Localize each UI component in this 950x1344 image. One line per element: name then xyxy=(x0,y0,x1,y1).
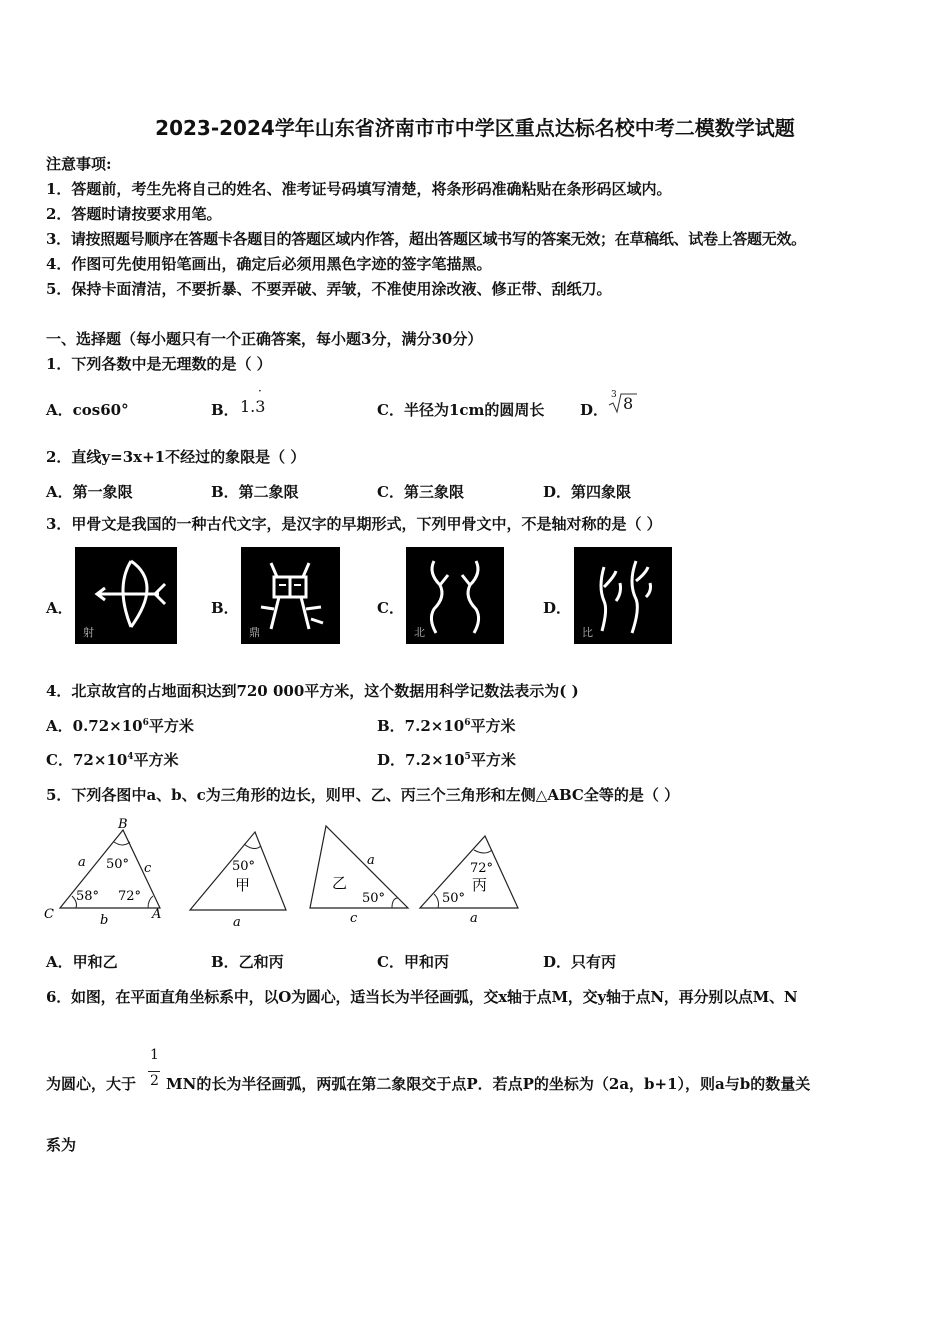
angle-label: 50° xyxy=(442,891,466,906)
q5-option-b: B．乙和丙 xyxy=(211,953,284,971)
q1-option-b: B． xyxy=(211,401,239,419)
option-unit: 平方米 xyxy=(470,717,516,735)
q3-option-d: D． xyxy=(543,599,572,617)
triangle-name: 丙 xyxy=(472,876,488,894)
angle-label: 50° xyxy=(232,859,256,874)
triangle-yi xyxy=(310,826,408,908)
option-text: C．72×10 xyxy=(46,751,128,769)
fraction-numerator: 1 xyxy=(150,1047,159,1063)
glyph-caption: 射 xyxy=(83,626,94,639)
q5-option-c: C．甲和丙 xyxy=(377,953,449,971)
option-unit: 平方米 xyxy=(148,717,194,735)
angle-arc xyxy=(114,842,130,845)
oracle-glyph-ding-image xyxy=(241,547,340,644)
side-label-a: a xyxy=(367,853,375,868)
q4-option-c xyxy=(46,749,179,770)
exponent: 6 xyxy=(464,718,471,728)
fraction-one-half xyxy=(146,1047,162,1095)
radicand: 8 xyxy=(623,394,634,413)
notice-item: 2．答题时请按要求用笔。 xyxy=(46,205,222,223)
triangle-name: 甲 xyxy=(235,876,251,894)
angle-arc xyxy=(434,894,439,908)
q3-stem: 3．甲骨文是我国的一种古代文字，是汉字的早期形式，下列甲骨文中，不是轴对称的是（ ） xyxy=(46,515,662,533)
q6-stem-line2-post: MN的长为半径画弧，两弧在第二象限交于点P．若点P的坐标为（2a，b+1），则a与b的数量关 xyxy=(166,1075,811,1093)
option-unit: 平方米 xyxy=(133,751,179,769)
q4-option-a xyxy=(46,715,194,736)
triangle-bing xyxy=(420,836,518,908)
option-unit: 平方米 xyxy=(470,751,516,769)
q2-stem: 2．直线y=3x+1不经过的象限是（ ） xyxy=(46,448,306,466)
angle-label: 72° xyxy=(118,889,142,904)
vertex-label-a: A xyxy=(152,907,162,922)
angle-arc xyxy=(392,898,398,908)
fraction-denominator: 2 xyxy=(150,1073,159,1089)
cube-root-expression xyxy=(605,392,641,414)
q2-option-a: A．第一象限 xyxy=(46,483,133,501)
notice-item: 3．请按照题号顺序在答题卡各题目的答题区域内作答，超出答题区域书写的答案无效；在草稿纸、试卷上答题无效。 xyxy=(46,230,806,248)
q4-stem: 4．北京故宫的占地面积达到720 000平方米，这个数据用科学记数法表示为( ) xyxy=(46,682,579,700)
triangle-name: 乙 xyxy=(332,874,348,892)
q2-option-b: B．第二象限 xyxy=(211,483,299,501)
q6-stem-line1: 6．如图，在平面直角坐标系中，以O为圆心，适当长为半径画弧，交x轴于点M，交y轴于点N，再分别以点M、N xyxy=(46,988,798,1006)
page-title: 2023-2024学年山东省济南市市中学区重点达标名校中考二模数学试题 xyxy=(155,116,795,140)
option-text: B．7.2×10 xyxy=(377,717,465,735)
q3-option-a: A． xyxy=(46,599,73,617)
q5-option-a: A．甲和乙 xyxy=(46,953,118,971)
q4-option-b xyxy=(377,715,516,736)
q1-stem: 1．下列各数中是无理数的是（ ） xyxy=(46,355,272,373)
side-label-c: c xyxy=(144,861,152,876)
side-label-a: a xyxy=(233,915,241,930)
root-index: 3 xyxy=(611,390,617,400)
q1-repeating-dot: · xyxy=(258,384,262,398)
q3-option-b: B． xyxy=(211,599,239,617)
q1-option-c: C．半径为1cm的圆周长 xyxy=(377,401,545,419)
q5-stem: 5．下列各图中a、b、c为三角形的边长，则甲、乙、丙三个三角形和左侧△ABC全等的是（ ） xyxy=(46,786,680,804)
q4-option-d xyxy=(377,749,516,770)
glyph-caption: 北 xyxy=(414,626,425,639)
angle-arc xyxy=(244,844,261,849)
notice-heading: 注意事项: xyxy=(46,155,112,173)
q1-option-b-value: 1.3 xyxy=(240,397,266,416)
option-text: A．0.72×10 xyxy=(46,717,143,735)
oracle-glyph-she-image xyxy=(75,547,177,644)
notice-item: 5．保持卡面清洁，不要折暴、不要弄破、弄皱，不准使用涂改液、修正带、刮纸刀。 xyxy=(46,280,612,298)
exponent: 5 xyxy=(464,752,471,762)
glyph-caption: 比 xyxy=(582,626,593,639)
notice-item: 4．作图可先使用铅笔画出，确定后必须用黑色字迹的签字笔描黑。 xyxy=(46,255,492,273)
side-label-a: a xyxy=(78,855,86,870)
section-heading: 一、选择题（每小题只有一个正确答案，每小题3分，满分30分） xyxy=(46,330,483,348)
side-label-c: c xyxy=(350,911,358,926)
angle-label: 58° xyxy=(76,889,100,904)
option-text: D．7.2×10 xyxy=(377,751,465,769)
angle-label: 50° xyxy=(106,857,130,872)
q6-stem-line3: 系为 xyxy=(46,1136,77,1154)
angle-label: 72° xyxy=(470,861,494,876)
vertex-label-b: B xyxy=(118,817,128,832)
triangle-figures xyxy=(40,812,540,932)
q1-option-a: A．cos60° xyxy=(46,401,129,419)
oracle-glyph-bi-image xyxy=(574,547,672,644)
glyph-caption: 鼎 xyxy=(249,626,260,639)
q2-option-d: D．第四象限 xyxy=(543,483,632,501)
oracle-glyph-bei-image xyxy=(406,547,504,644)
q6-stem-line2-pre: 为圆心，大于 xyxy=(46,1075,137,1093)
q2-option-c: C．第三象限 xyxy=(377,483,464,501)
q1-option-d: D． xyxy=(580,401,609,419)
angle-label: 50° xyxy=(362,891,386,906)
side-label-b: b xyxy=(100,913,109,928)
exponent: 4 xyxy=(127,752,134,762)
vertex-label-c: C xyxy=(44,907,54,922)
q5-option-d: D．只有丙 xyxy=(543,953,617,971)
q3-option-c: C． xyxy=(377,599,404,617)
exponent: 6 xyxy=(142,718,149,728)
side-label-a: a xyxy=(470,911,478,926)
angle-arc xyxy=(474,850,492,853)
fraction-bar xyxy=(148,1071,160,1072)
notice-item: 1．答题前，考生先将自己的姓名、准考证号码填写清楚，将条形码准确粘贴在条形码区域内。 xyxy=(46,180,672,198)
